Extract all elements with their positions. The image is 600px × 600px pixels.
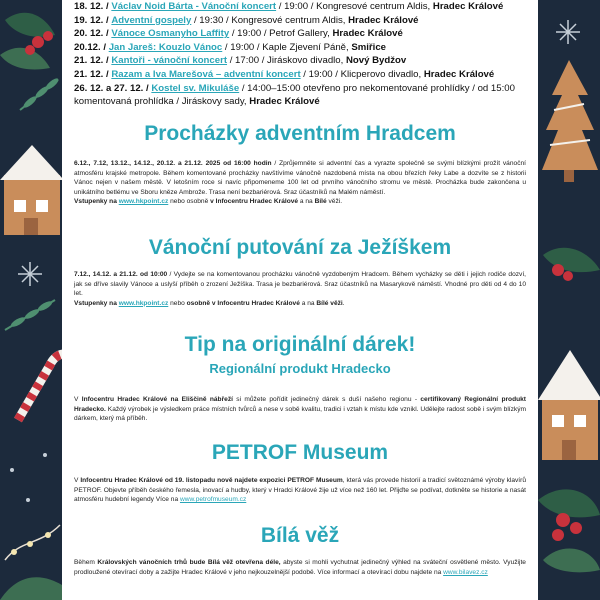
event-details: / 19:00 / Klicperovo divadlo, (300, 68, 422, 80)
tickets-place: v Infocentru Hradec Králové (210, 198, 299, 206)
petrof-link[interactable]: www.petrofmuseum.cz (179, 496, 247, 504)
petrof-text (74, 476, 526, 505)
event-item (74, 82, 534, 109)
event-city: Hradec Králové (249, 96, 320, 108)
gift-text-part: Každý výrobek je výsledkem práce místních tvůrců a nese v sobě kvalitu, tradici i vztah k místu kde vznikl. Udělejte radost sobě i svým blízkým dárkem, který má příběh. (74, 405, 526, 423)
walks-description: / Zprůjemněte si adventní čas a vyrazte společně se svými blízkými prožít vánoční atmosféru krajské metropole. Během komentované procházky navštívíme vánočně nazdobená místa na obou březích řeky Labe a dozvíte se z historii Vánoc nejen v našem městě. V letošním roce si navíc připomeneme 100 let od prvního vánočního stromu ve městě. Procházka bude zakončena u unikátního betlému ve Sboru kněze Ambrože. Trasa není bezbariérová. Sraz účastníků na Malém náměstí. (74, 160, 526, 196)
gift-text-bold: Infocentru Hradec Králové na Eliščině nábřeží (81, 396, 233, 403)
gift-subheading: Regionální produkt Hradecko (209, 361, 391, 376)
gift-text-bold: certifikovaný Regionální produkt Hradecko. (74, 396, 526, 413)
tickets-label: Vstupenky na (74, 198, 117, 206)
gingerbread-tree-icon (542, 60, 598, 182)
tower-heading: Bílá věž (260, 524, 340, 547)
gift-text-part: si můžete pořídit jedinečný dárek s duší našeho regionu - (232, 396, 421, 403)
event-item (74, 54, 534, 68)
tower-text (74, 558, 526, 577)
gift-text-part: V (74, 396, 82, 403)
event-item (74, 68, 534, 82)
jesus-walk-text (74, 270, 526, 308)
tower-text-bold: Královských vánočních trhů bude Bílá věž otevřena déle, (97, 559, 281, 566)
left-decoration (0, 0, 62, 600)
event-date: 18. 12. / (74, 1, 109, 12)
event-date: 21. 12. / (74, 55, 109, 67)
event-date: 19. 12. / (74, 14, 109, 26)
string-lights-icon (5, 525, 60, 560)
holly-icon (0, 13, 55, 70)
content-panel (62, 0, 538, 600)
hkpoint-link[interactable]: www.hkpoint.cz (118, 198, 169, 206)
event-date: 20.12. / (74, 41, 107, 53)
event-city: Hradec Králové (348, 14, 419, 26)
walks-dates: 6.12., 7.12, 13.12., 14.12., 20.12. a 21.12. 2025 od 16:00 hodin (74, 160, 272, 167)
tickets-mid: nebo (168, 299, 187, 307)
jesus-walk-description: / Vydejte se na komentovanou procházku vánočně vyzdobeným Hradcem. Během vycházky se děti i jejich rodiče dozví, jak se dříve slavily Vánoce a uslyší příběh o zrození Ježíška. Trasa je bezbariérová. Sraz účastníků na Masarykově náměstí. Vhodné pro děti od 4 do 10 let. (74, 271, 526, 298)
tickets-tower: Bílé (314, 198, 327, 206)
event-item (74, 0, 534, 14)
event-title-link[interactable]: Václav Noid Bárta - Vánoční koncert (111, 1, 277, 12)
candy-cane-icon (18, 354, 62, 420)
event-item (74, 14, 534, 28)
tower-text-part: Během (74, 559, 98, 566)
event-details: / 17:00 / Jiráskovo divadlo, (227, 55, 344, 67)
tickets-tail: věži. (326, 198, 343, 206)
event-details: / 19:00 / Kongresové centrum Aldis, (276, 1, 431, 12)
event-date: 20. 12. / (74, 28, 109, 40)
tickets-tower: Bílé věži (316, 299, 343, 307)
event-date: 26. 12. a 27. 12. / (74, 82, 149, 94)
event-city: Hradec Králové (432, 1, 504, 12)
tickets-and: a na (298, 198, 315, 206)
star-icon (10, 453, 47, 502)
snowflake-icon (18, 262, 42, 286)
petrof-text-part: V (74, 477, 81, 484)
leaf-sprig-icon (20, 77, 60, 110)
event-title-link[interactable]: Jan Jareš: Kouzlo Vánoc (108, 41, 223, 53)
tickets-tail: . (342, 299, 345, 307)
gift-heading: Tip na originální dárek! (184, 333, 416, 356)
petrof-text-bold: Infocentru Hradec Králové od 19. listopadu nově najdete expozici PETROF Museum (80, 477, 343, 484)
tickets-and: a na (299, 299, 317, 307)
event-title-link[interactable]: Kostel sv. Mikuláše (151, 82, 240, 94)
event-city: Smiřice (351, 41, 386, 53)
snowflake-icon (556, 20, 580, 44)
event-details: / 19:30 / Kongresové centrum Aldis, (191, 14, 346, 26)
event-city: Nový Bydžov (345, 55, 407, 67)
right-decoration (538, 0, 600, 600)
jesus-walk-heading: Vánoční putování za Ježíškem (148, 236, 452, 259)
gingerbread-house-icon (0, 145, 62, 235)
leaf-sprig-icon (5, 299, 55, 330)
petrof-text-part: , která vás provede historií a tradicí světoznámé výroby klavírů PETROF. Objevte příběh českého řemesla, inovací a hudby, který v Hradci Králové žije už více než 160 let. Přijďte se podívat, dotkněte se historie a nasát atmosféru hudební legendy Více na (74, 477, 526, 504)
event-item (74, 27, 534, 41)
event-title-link[interactable]: Vánoce Osmanyho Laffity (111, 28, 230, 40)
holly-icon (538, 489, 600, 572)
event-date: 21. 12. / (74, 68, 109, 80)
tower-text-part: abyste si mohli vychutnat jedinečný výhled na sváteční osvětlené město. Využijte prodloužené otevírací doby a zažijte Hradec Králové v jeho nejkouzelnější podobě. Více informací a otevírací dobu najdete na (74, 559, 526, 576)
holly-icon (543, 248, 600, 281)
walks-heading: Procházky adventním Hradcem (144, 122, 456, 145)
event-details: / 14:00–15:00 otevřeno pro nekomentované prohlídky / od 15:00 komentovaná prohlídka / Jiráskovy sady, (74, 82, 515, 108)
bilavez-link[interactable]: www.bilavez.cz (443, 568, 488, 576)
event-list (74, 0, 534, 109)
event-title-link[interactable]: Kantoři - vánoční koncert (111, 55, 228, 67)
event-city: Hradec Králové (423, 68, 495, 80)
leaf-sprig-icon (0, 577, 62, 600)
hkpoint-link[interactable]: www.hkpoint.cz (118, 299, 169, 307)
event-item (74, 41, 534, 55)
event-city: Hradec Králové (332, 28, 403, 40)
event-details: / 19:00 / Petrof Gallery, (229, 28, 330, 40)
event-details: / 19:00 / Kaple Zjevení Páně, (222, 41, 349, 53)
tickets-place: osobně v Infocentru Hradec Králové (186, 299, 300, 307)
event-title-link[interactable]: Razam a Iva Marešová – adventní koncert (111, 68, 301, 80)
event-title-link[interactable]: Adventní gospely (111, 14, 192, 26)
jesus-walk-dates: 7.12., 14.12. a 21.12. od 10:00 (74, 271, 168, 278)
tickets-label: Vstupenky na (74, 299, 117, 307)
walks-text (74, 159, 526, 207)
tickets-mid: nebo osobně (168, 198, 211, 206)
gift-text (74, 395, 526, 424)
gingerbread-house-icon (538, 350, 600, 460)
petrof-heading: PETROF Museum (211, 441, 389, 464)
